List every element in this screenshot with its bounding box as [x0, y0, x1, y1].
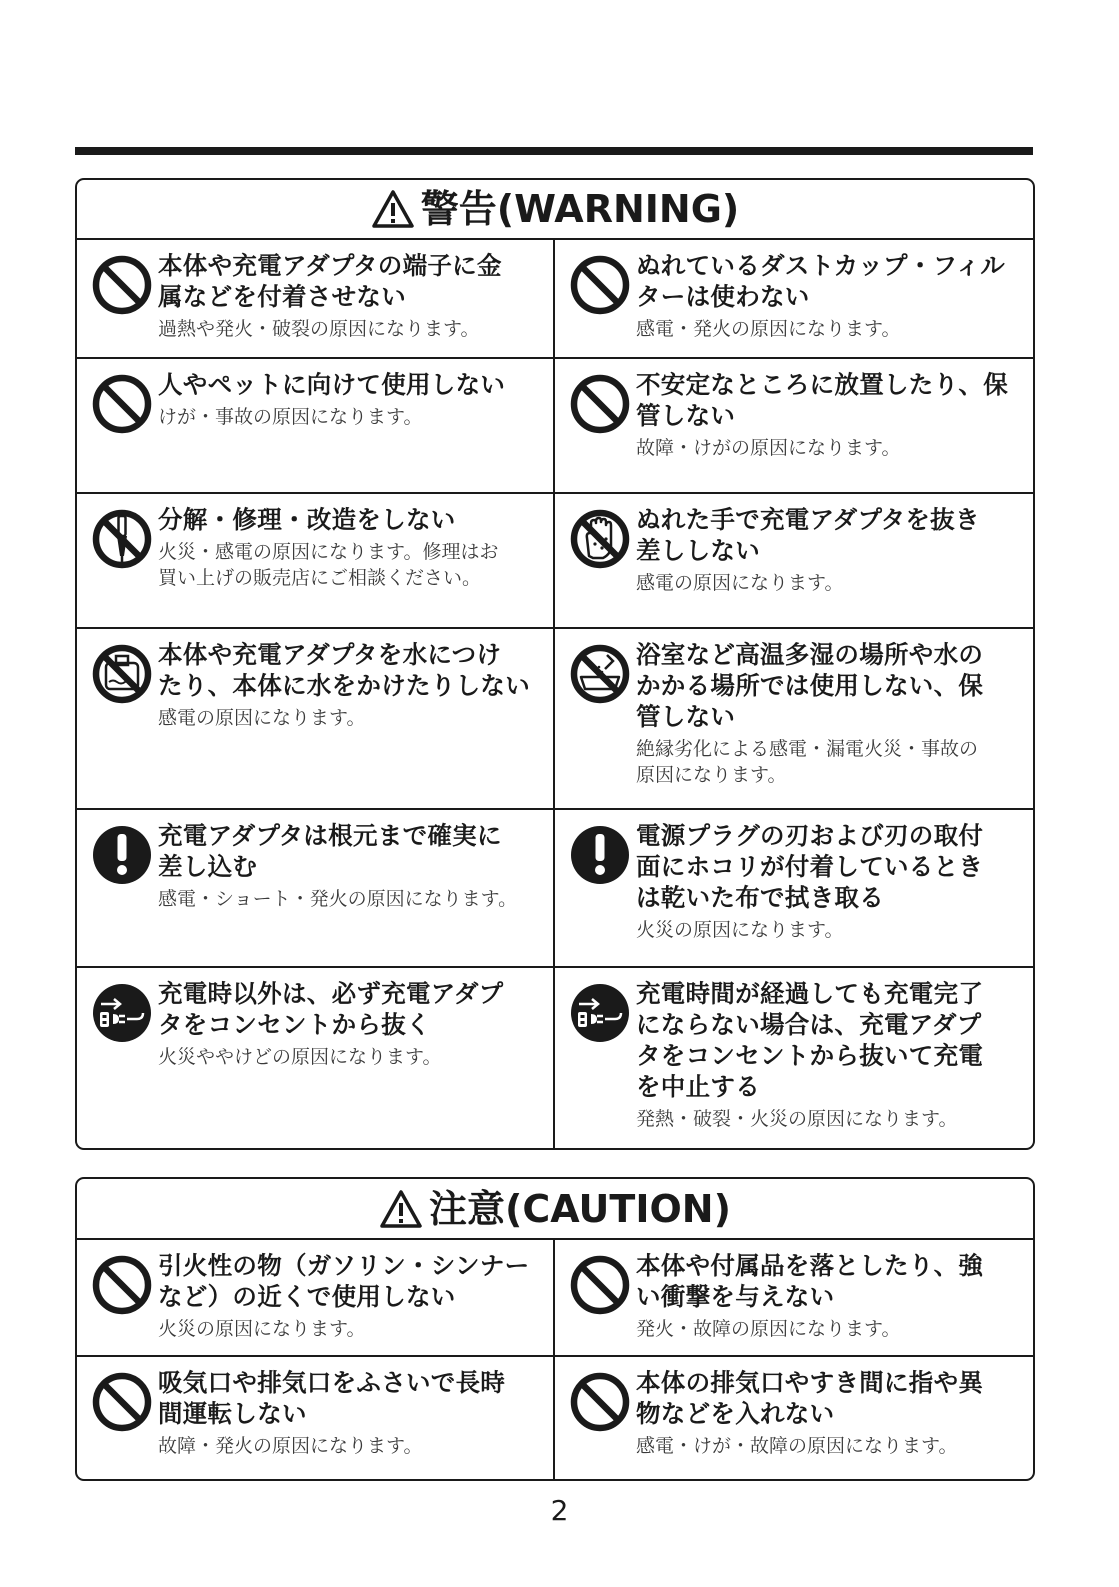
row-divider — [77, 808, 1033, 810]
unplug-icon — [569, 982, 631, 1044]
prohibited-icon — [569, 1254, 631, 1316]
item-title: 充電時間が経過しても充電完了 にならない場合は、充電アダプ タをコンセントから抜いて充電 を中止する — [636, 979, 984, 1101]
item-description: 感電の原因になります。 — [636, 572, 844, 594]
warning-title: 警告(WARNING) — [420, 187, 740, 231]
no-bathroom-icon — [569, 643, 631, 705]
item-description: 絶縁劣化による感電・漏電火災・事故の 原因になります。 — [636, 738, 979, 786]
row-divider — [77, 357, 1033, 359]
page-number: 2 — [550, 1494, 569, 1527]
row-divider — [77, 492, 1033, 494]
prohibited-icon — [91, 1254, 153, 1316]
row-divider — [77, 1355, 1033, 1357]
item-description: 火災ややけどの原因になります。 — [158, 1046, 442, 1068]
prohibited-icon — [91, 1371, 153, 1433]
item-description: 感電・けが・故障の原因になります。 — [636, 1435, 958, 1457]
item-description: 感電の原因になります。 — [158, 707, 366, 729]
item-description: 火災の原因になります。 — [636, 919, 844, 941]
column-divider — [553, 238, 555, 1148]
item-title: 電源プラグの刃および刃の取付 面にホコリが付着しているとき は乾いた布で拭き取る — [636, 821, 984, 912]
item-title: 吸気口や排気口をふさいで長時 間運転しない — [158, 1368, 506, 1428]
prohibited-icon — [569, 1371, 631, 1433]
item-description: けが・事故の原因になります。 — [158, 406, 423, 428]
row-divider — [77, 966, 1033, 968]
unplug-icon — [91, 982, 153, 1044]
item-title: 充電時以外は、必ず充電アダプ タをコンセントから抜く — [158, 979, 504, 1039]
item-title: 充電アダプタは根元まで確実に 差し込む — [158, 821, 502, 881]
item-title: ぬれた手で充電アダプタを抜き 差ししない — [636, 505, 980, 565]
top-rule — [75, 147, 1033, 155]
mandatory-icon — [569, 824, 631, 886]
item-description: 感電・発火の原因になります。 — [636, 318, 901, 340]
caution-triangle-icon — [379, 1189, 423, 1229]
prohibited-icon — [569, 254, 631, 316]
caution-title: 注意(CAUTION) — [429, 1186, 731, 1231]
warning-header — [77, 180, 1033, 240]
prohibited-icon — [569, 373, 631, 435]
item-title: 引火性の物（ガソリン・シンナー など）の近くで使用しない — [158, 1251, 530, 1311]
column-divider — [553, 1238, 555, 1479]
item-description: 過熱や発火・破裂の原因になります。 — [158, 318, 480, 340]
item-description: 感電・ショート・発火の原因になります。 — [158, 888, 518, 910]
row-divider — [77, 627, 1033, 629]
prohibited-icon — [91, 254, 153, 316]
item-title: 不安定なところに放置したり、保 管しない — [636, 370, 1008, 430]
mandatory-icon — [91, 824, 153, 886]
no-water-immersion-icon — [91, 643, 153, 705]
item-title: 人やペットに向けて使用しない — [158, 370, 506, 399]
caution-section — [75, 1177, 1035, 1481]
item-description: 発火・故障の原因になります。 — [636, 1318, 901, 1340]
prohibited-icon — [91, 373, 153, 435]
no-wet-hands-icon — [569, 508, 631, 570]
warning-section — [75, 178, 1035, 1150]
item-title: 本体や付属品を落としたり、強 い衝撃を与えない — [636, 1251, 984, 1311]
item-title: 分解・修理・改造をしない — [158, 505, 456, 534]
item-title: 本体の排気口やすき間に指や異 物などを入れない — [636, 1368, 984, 1428]
item-title: ぬれているダストカップ・フィル ターは使わない — [636, 251, 1006, 311]
item-title: 浴室など高温多湿の場所や水の かかる場所では使用しない、保 管しない — [636, 640, 984, 731]
item-title: 本体や充電アダプタを水につけ たり、本体に水をかけたりしない — [158, 640, 530, 700]
item-description: 発熱・破裂・火災の原因になります。 — [636, 1108, 958, 1130]
no-disassembly-icon — [91, 508, 153, 570]
item-description: 故障・けがの原因になります。 — [636, 437, 901, 459]
item-description: 火災・感電の原因になります。修理はお 買い上げの販売店にご相談ください。 — [158, 541, 499, 589]
item-description: 故障・発火の原因になります。 — [158, 1435, 423, 1457]
caution-header — [77, 1179, 1033, 1240]
item-description: 火災の原因になります。 — [158, 1318, 366, 1340]
warning-triangle-icon — [371, 189, 415, 229]
item-title: 本体や充電アダプタの端子に金 属などを付着させない — [158, 251, 502, 311]
